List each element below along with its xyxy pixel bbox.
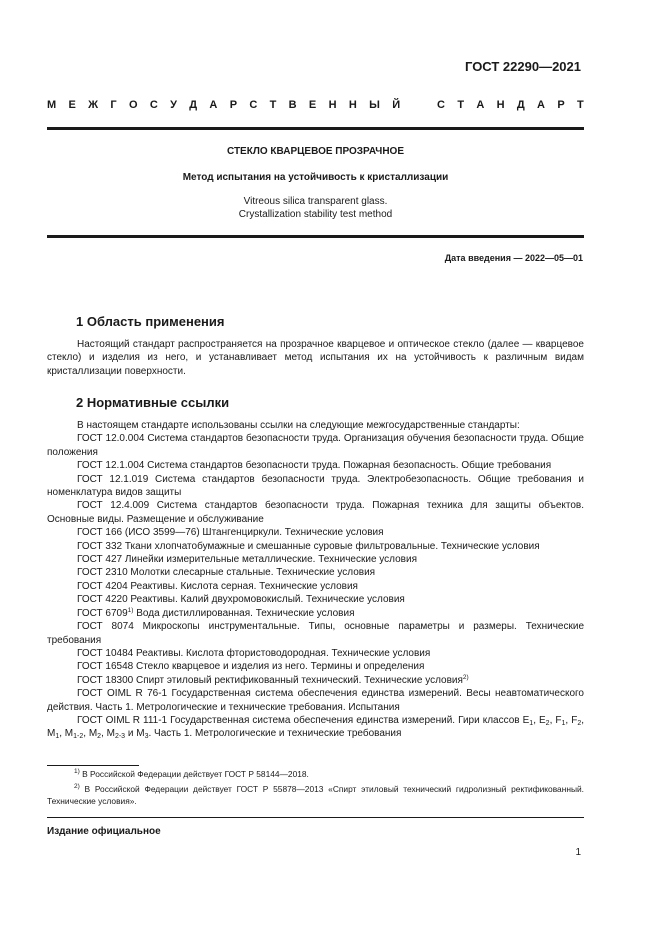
official-edition-label: Издание официальное <box>47 826 161 837</box>
reference-text: , M <box>47 714 585 740</box>
banner-letter: О <box>128 99 138 111</box>
reference-item: ГОСТ OIML R 76-1 Государственная система обеспечения единства измерений. Весы неавтоматического действия. Часть 1. Метрологические и технические требования. Испытания <box>47 688 584 713</box>
banner-letter: С <box>249 99 258 111</box>
footnote-marker: 2) <box>462 673 469 681</box>
document-subtitle: Метод испытания на устойчивость к кристаллизации <box>182 172 449 183</box>
reference-text: , F <box>565 714 578 726</box>
section-2-body <box>47 419 584 741</box>
banner-letter: М <box>47 99 57 111</box>
reference-text: , M <box>101 728 115 740</box>
banner-letter: Н <box>328 99 337 111</box>
banner-letter: В <box>288 99 297 111</box>
banner-letter: Т <box>576 99 584 111</box>
banner-letter: Т <box>457 99 465 111</box>
reference-text: ГОСТ 6709 <box>77 607 128 619</box>
reference-text: , F <box>549 714 562 726</box>
section-1-heading: 1 Область применения <box>76 314 225 329</box>
banner-letter: Г <box>110 99 117 111</box>
footnote-marker: 1) <box>74 768 80 775</box>
section-1-paragraph: Настоящий стандарт распространяется на прозрачное кварцевое и оптическое стекло (далее — кварцевое стекло) и изделия из него, и устанавливает метод испытания их на устойчивость к различным видам кристаллизации поверхности. <box>47 339 584 377</box>
section-2-intro: В настоящем стандарте использованы ссылки на следующие межгосударственные стандарты: <box>77 420 520 431</box>
reference-item <box>47 674 584 687</box>
banner-letter: Д <box>516 99 525 111</box>
banner-letter: Е <box>68 99 76 111</box>
footnote-2 <box>47 784 584 808</box>
reference-item: ГОСТ 427 Линейки измерительные металлические. Технические условия <box>77 554 417 566</box>
reference-item: ГОСТ 12.4.009 Система стандартов безопасности труда. Пожарная техника для защиты объектов. Основные виды. Размещение и обслуживание <box>47 500 584 525</box>
reference-item: ГОСТ 2310 Молотки слесарные стальные. Технические условия <box>77 567 376 579</box>
title-rule <box>47 235 584 238</box>
reference-text: , M <box>83 728 98 740</box>
footnotes <box>47 769 584 807</box>
subscript: 1 <box>55 733 60 741</box>
reference-text: ГОСТ 18300 Спирт этиловый ректификованный технический. Технические условия <box>77 674 463 686</box>
subscript: 2 <box>545 719 550 727</box>
reference-item: ГОСТ 16548 Стекло кварцевое и изделия из него. Термины и определения <box>77 661 425 673</box>
section-1-body <box>47 338 584 378</box>
subscript: 1-2 <box>73 733 84 741</box>
header-rule <box>47 127 584 130</box>
banner-letter: Ж <box>88 99 99 111</box>
document-title: СТЕКЛО КВАРЦЕВОЕ ПРОЗРАЧНОЕ <box>226 146 405 157</box>
english-title <box>47 195 584 221</box>
footnote-text: В Российской Федерации действует ГОСТ Р 55878—2013 «Спирт этиловый технический гидролизный ректификованный. Технические условия». <box>47 783 584 806</box>
reference-item: ГОСТ 4220 Реактивы. Калий двухромовокислый. Технические условия <box>77 594 405 606</box>
banner-letter: А <box>476 99 485 111</box>
banner-letter: Ы <box>369 99 380 111</box>
reference-item: ГОСТ 8074 Микроскопы инструментальные. Типы, основные параметры и размеры. Технические требования <box>47 621 584 646</box>
banner-letter: Т <box>269 99 277 111</box>
footnote-marker: 1) <box>127 606 134 614</box>
footnote-marker: 2) <box>74 782 80 790</box>
reference-text: Вода дистиллированная. Технические условия <box>133 607 355 619</box>
reference-text: ГОСТ OIML R 111-1 Государственная система обеспечения единства измерений. Гири классов E <box>77 714 530 726</box>
reference-item <box>47 714 584 741</box>
subscript: 1 <box>529 719 534 727</box>
interstate-standard-banner <box>47 99 584 111</box>
subscript: 1 <box>561 719 566 727</box>
document-code: ГОСТ 22290—2021 <box>465 59 581 74</box>
reference-item: ГОСТ 12.0.004 Система стандартов безопасности труда. Организация обучения безопасности труда. Общие положения <box>47 433 584 458</box>
banner-letter: Д <box>189 99 198 111</box>
reference-text: . Часть 1. Метрологические и технические требования <box>148 728 402 740</box>
banner-letter: У <box>170 99 177 111</box>
banner-letter: Р <box>229 99 238 111</box>
reference-text: , M <box>59 728 74 740</box>
reference-item: ГОСТ 10484 Реактивы. Кислота фтористоводородная. Технические условия <box>77 647 431 659</box>
banner-letter: А <box>537 99 545 111</box>
reference-item: ГОСТ 4204 Реактивы. Кислота серная. Технические условия <box>77 580 358 592</box>
banner-letter: Н <box>496 99 505 111</box>
reference-text: и M <box>125 728 145 740</box>
reference-item: ГОСТ 12.1.019 Система стандартов безопасности труда. Электробезопасность. Общие требования и номенклатура видов защиты <box>47 473 584 499</box>
section-2-heading: 2 Нормативные ссылки <box>76 395 230 410</box>
banner-letter: Е <box>308 99 317 111</box>
subscript: 3 <box>144 733 149 741</box>
english-title-line1: Vitreous silica transparent glass. <box>243 196 388 207</box>
footnote-1 <box>47 769 584 781</box>
banner-letter: С <box>437 99 445 111</box>
banner-letter: С <box>149 99 158 111</box>
reference-item: ГОСТ 332 Ткани хлопчатобумажные и смешанные суровые фильтровальные. Технические условия <box>77 540 540 552</box>
subscript: 2 <box>577 719 582 727</box>
banner-letter: А <box>209 99 218 111</box>
reference-text: , E <box>533 714 546 726</box>
footnote-separator <box>47 765 139 766</box>
page-number: 1 <box>575 847 581 858</box>
subscript: 2 <box>97 733 102 741</box>
introduction-date: Дата введения — 2022—05—01 <box>444 253 583 263</box>
english-title-line2: Crystallization stability test method <box>238 209 393 220</box>
reference-item: ГОСТ 166 (ИСО 3599—76) Штангенциркули. Технические условия <box>77 527 384 539</box>
reference-item: ГОСТ 12.1.004 Система стандартов безопасности труда. Пожарная безопасность. Общие требования <box>77 460 552 472</box>
banner-letter: Й <box>392 99 401 111</box>
banner-letter: Н <box>348 99 357 111</box>
banner-letter: Р <box>557 99 565 111</box>
reference-item <box>47 607 584 620</box>
subscript: 2-3 <box>114 733 126 741</box>
footnote-text: В Российской Федерации действует ГОСТ Р 58144—2018. <box>79 769 309 779</box>
footer-rule <box>47 817 584 818</box>
